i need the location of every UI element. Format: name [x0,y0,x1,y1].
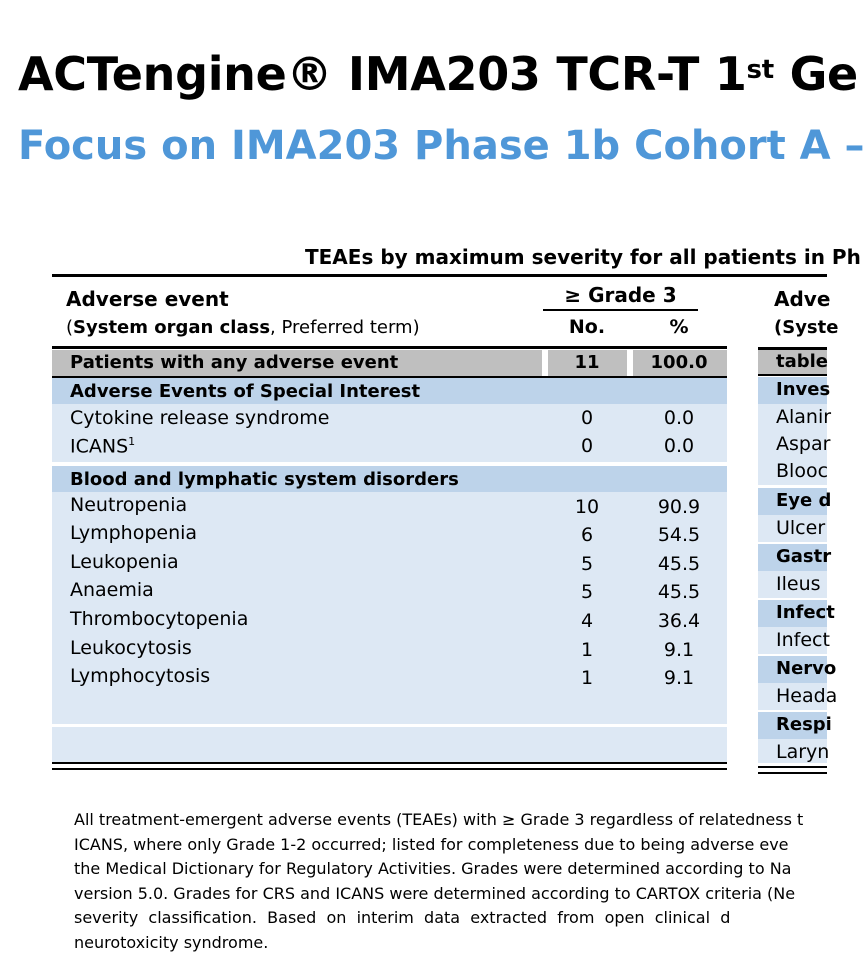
row-no: 6 [580,524,594,546]
section-title: Adverse Events of Special Interest [70,381,421,402]
right-row: Alanir [758,404,827,431]
row-no: 11 [574,352,600,373]
row-pct: 100.0 [650,352,708,373]
right-row: Ileus [758,571,827,598]
footnote-line: severity classification. Based on interim data extracted from open clinical d [74,908,731,927]
right-header-2: (Syste [774,317,839,338]
right-row: Laryn [758,739,827,763]
row-no: 1 [580,639,594,661]
right-table-cropped [758,277,839,777]
row-pct: 9.1 [663,667,695,689]
row-no: 5 [580,553,594,575]
row-label: Lymphopenia [70,522,198,544]
row-pct: 36.4 [657,610,701,632]
table-row [52,549,727,577]
header-rule [52,346,727,349]
table-row [52,520,727,548]
row-label: Leukocytosis [70,637,192,659]
table-body [52,378,727,762]
row-no: 0 [580,407,594,429]
footnote-line: version 5.0. Grades for CRS and ICANS were determined according to CARTOX criteria (Ne [74,883,796,903]
row-label: Cytokine release syndrome [70,407,330,429]
table-caption: TEAEs by maximum severity for all patients in Ph [305,245,861,269]
footnote [74,808,834,955]
section-block [52,492,727,762]
row-no: 0 [580,435,594,457]
table-row [52,663,727,691]
table-top-rule [52,274,827,277]
row-pct: 54.5 [657,524,701,546]
footnote-line: the Medical Dictionary for Regulatory Activities. Grades were determined according to Na [74,859,792,878]
header-no: No. [568,316,606,338]
row-pct: 45.5 [657,553,701,575]
header-grade3: ≥ Grade 3 [543,283,698,311]
table-bottom-rule [52,762,727,770]
footnote-line: neurotoxicity syndrome. [74,932,269,952]
section-block [52,404,727,462]
right-row: Aspar [758,431,827,458]
footnote-line: All treatment-emergent adverse events (TEAEs) with ≥ Grade 3 regardless of relatedness t [74,810,804,829]
row-pct: 9.1 [663,639,695,661]
section-header [52,466,727,492]
table-row [52,433,727,461]
row-no: 4 [580,610,594,632]
row-label: Patients with any adverse event [70,352,399,373]
right-row: Eye d [758,488,827,515]
table-row [52,492,727,520]
row-label: Anaemia [70,579,154,601]
row-pct: 0.0 [663,435,695,457]
patients-any-ae-row [52,350,727,378]
section-header [52,378,727,404]
row-no: 1 [580,667,594,689]
slide-title: ACTengine® IMA203 TCR-T 1st Ge [18,47,858,101]
right-first-row: table [758,350,827,376]
row-pct: 45.5 [657,581,701,603]
row-pct: 90.9 [657,496,701,518]
right-row: Nervo [758,656,827,683]
right-row: Infect [758,600,827,627]
header-soc-pt: (System organ class, Preferred term) [66,317,420,338]
right-header-1: Adve [774,287,831,311]
slide-subtitle: Focus on IMA203 Phase 1b Cohort A – [18,123,865,169]
right-row: Gastr [758,544,827,571]
header-pct: % [669,316,689,338]
row-label: ICANS$^1$ [70,435,136,458]
row-label: Thrombocytopenia [70,608,249,630]
right-row: Blooc [758,458,827,485]
row-label: Lymphocytosis [70,665,211,687]
row-no: 10 [574,496,600,518]
row-label: Neutropenia [70,494,188,516]
header-adverse-event: Adverse event [66,287,229,311]
right-row: Heada [758,683,827,710]
table-row [52,606,727,634]
section-title: Blood and lymphatic system disorders [70,469,459,490]
right-row: Respi [758,712,827,739]
table-row [52,577,727,605]
row-no: 5 [580,581,594,603]
table-row [52,405,727,433]
table-row [52,635,727,663]
row-pct: 0.0 [663,407,695,429]
footnote-line: ICANS, where only Grade 1-2 occurred; listed for completeness due to being adverse eve [74,834,789,854]
right-row: Infect [758,627,827,654]
right-row: Ulcer [758,515,827,542]
row-label: Leukopenia [70,551,179,573]
right-row: Inves [758,377,827,404]
